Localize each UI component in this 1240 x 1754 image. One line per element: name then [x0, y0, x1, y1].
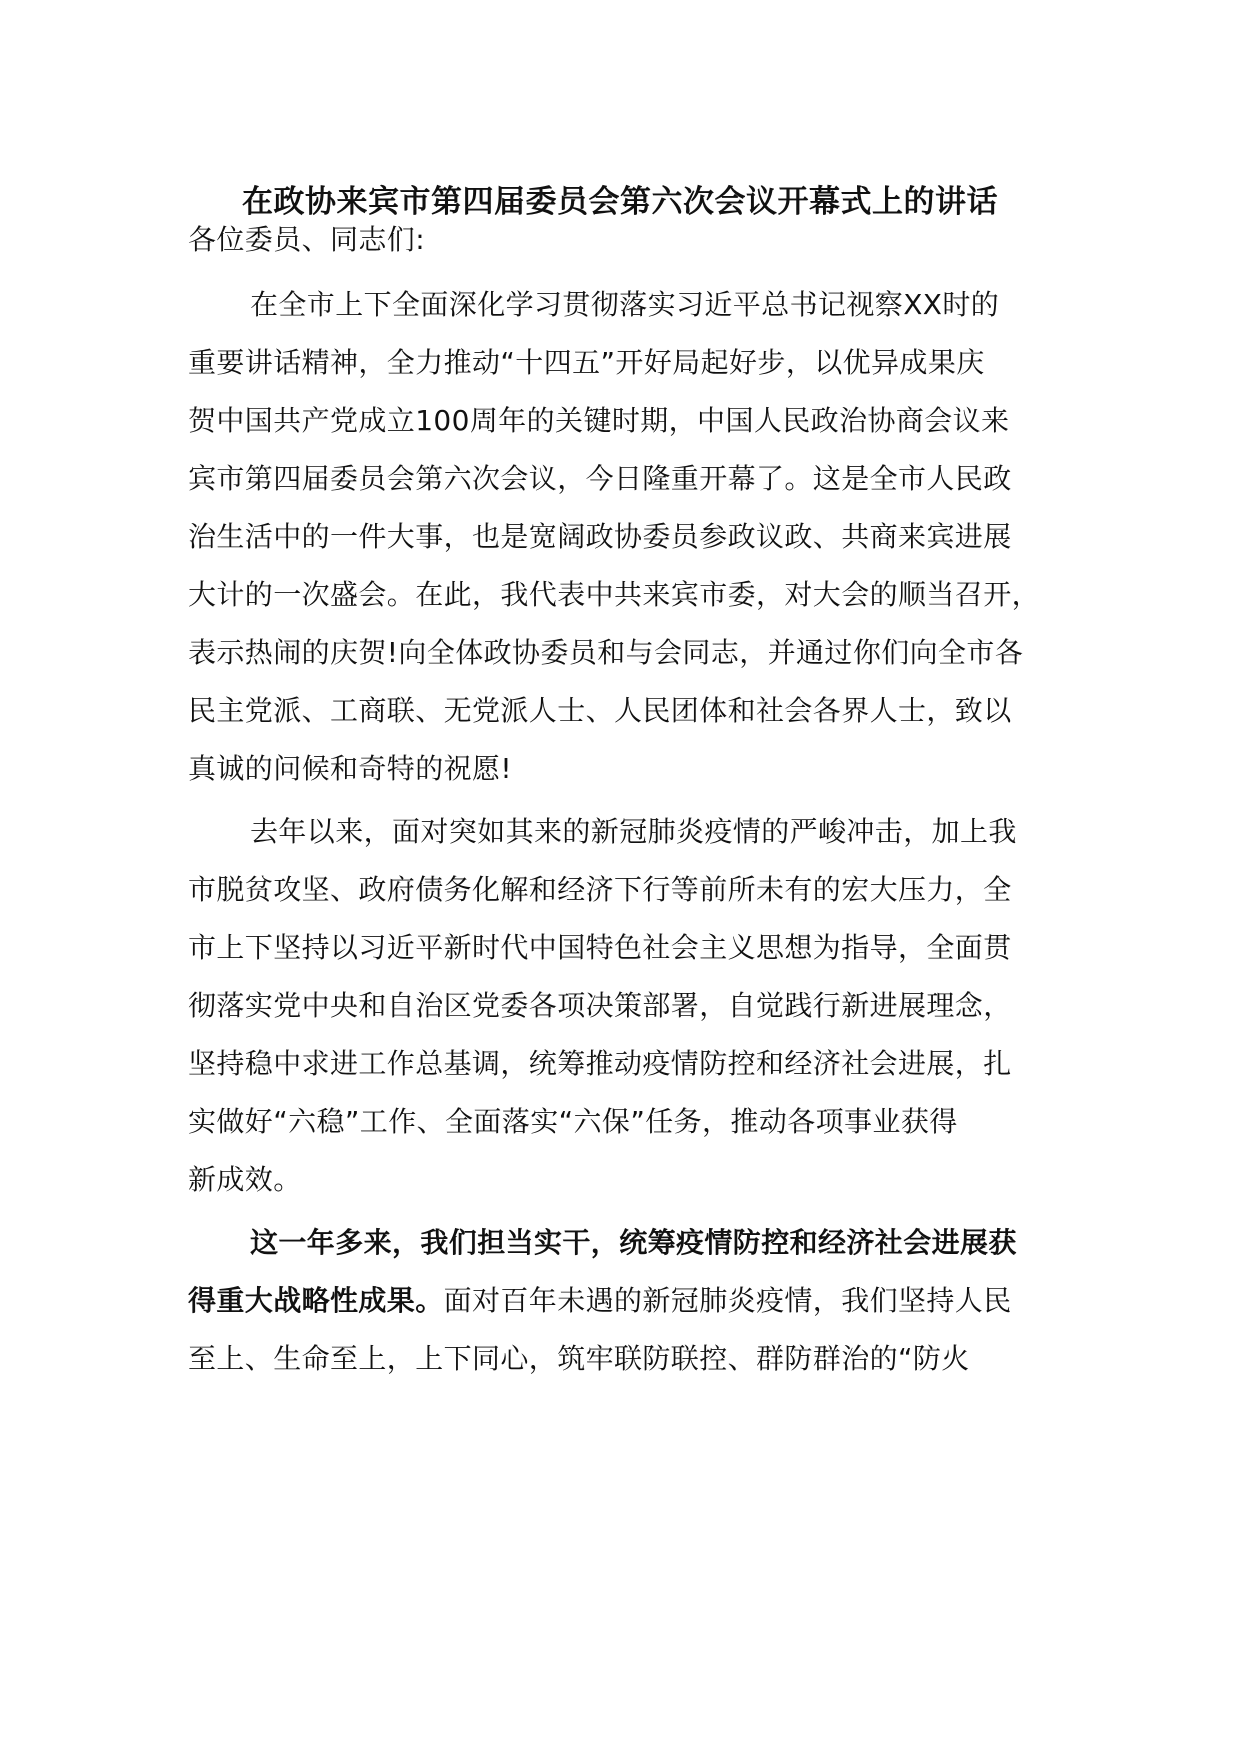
paragraph-line: 贺中国共产党成立100周年的关键时期，中国人民政治协商会议来: [188, 404, 1010, 437]
paragraph-line: 去年以来，面对突如其来的新冠肺炎疫情的严峻冲击，加上我: [250, 815, 1017, 848]
paragraph-line: 市上下坚持以习近平新时代中国特色社会主义思想为指导，全面贯: [188, 931, 1012, 964]
paragraph-line: 坚持稳中求进工作总基调，统筹推动疫情防控和经济社会进展，扎: [188, 1047, 1012, 1080]
paragraph-text: 面对百年未遇的新冠肺炎疫情，我们坚持人民: [443, 1284, 1012, 1317]
paragraph-line: 市脱贫攻坚、政府债务化解和经济下行等前所未有的宏大压力，全: [188, 873, 1012, 906]
bold-lead-line: 这一年多来，我们担当实干，统筹疫情防控和经济社会进展获: [250, 1226, 1017, 1259]
bold-lead-text: 得重大战略性成果。: [188, 1284, 444, 1317]
paragraph-line: 重要讲话精神，全力推动“十四五”开好局起好步，以优异成果庆: [188, 346, 985, 379]
paragraph-line: 表示热闹的庆贺!向全体政协委员和与会同志，并通过你们向全市各: [188, 636, 1024, 669]
paragraph-line: 新成效。: [188, 1163, 302, 1196]
paragraph-line: 民主党派、工商联、无党派人士、人民团体和社会各界人士，致以: [188, 694, 1012, 727]
document-title: 在政协来宾市第四届委员会第六次会议开幕式上的讲话: [242, 184, 998, 220]
paragraph-line: 真诚的问候和奇特的祝愿!: [188, 752, 513, 785]
paragraph-line: 大计的一次盛会。在此，我代表中共来宾市委，对大会的顺当召开，: [188, 578, 1041, 611]
paragraph-line: 治生活中的一件大事，也是宽阔政协委员参政议政、共商来宾进展: [188, 520, 1012, 553]
salutation: 各位委员、同志们:: [188, 223, 426, 256]
paragraph-line: 在全市上下全面深化学习贯彻落实习近平总书记视察XX时的: [250, 288, 1000, 321]
paragraph-line: 彻落实党中央和自治区党委各项决策部署，自觉践行新进展理念，: [188, 989, 1012, 1022]
paragraph-line: 宾市第四届委员会第六次会议，今日隆重开幕了。这是全市人民政: [188, 462, 1012, 495]
paragraph-line: 至上、生命至上，上下同心，筑牢联防联控、群防群治的“防火: [188, 1342, 970, 1375]
paragraph-line: 实做好“六稳”工作、全面落实“六保”任务，推动各项事业获得: [188, 1105, 958, 1138]
paragraph-line: [188, 1277, 1012, 1325]
